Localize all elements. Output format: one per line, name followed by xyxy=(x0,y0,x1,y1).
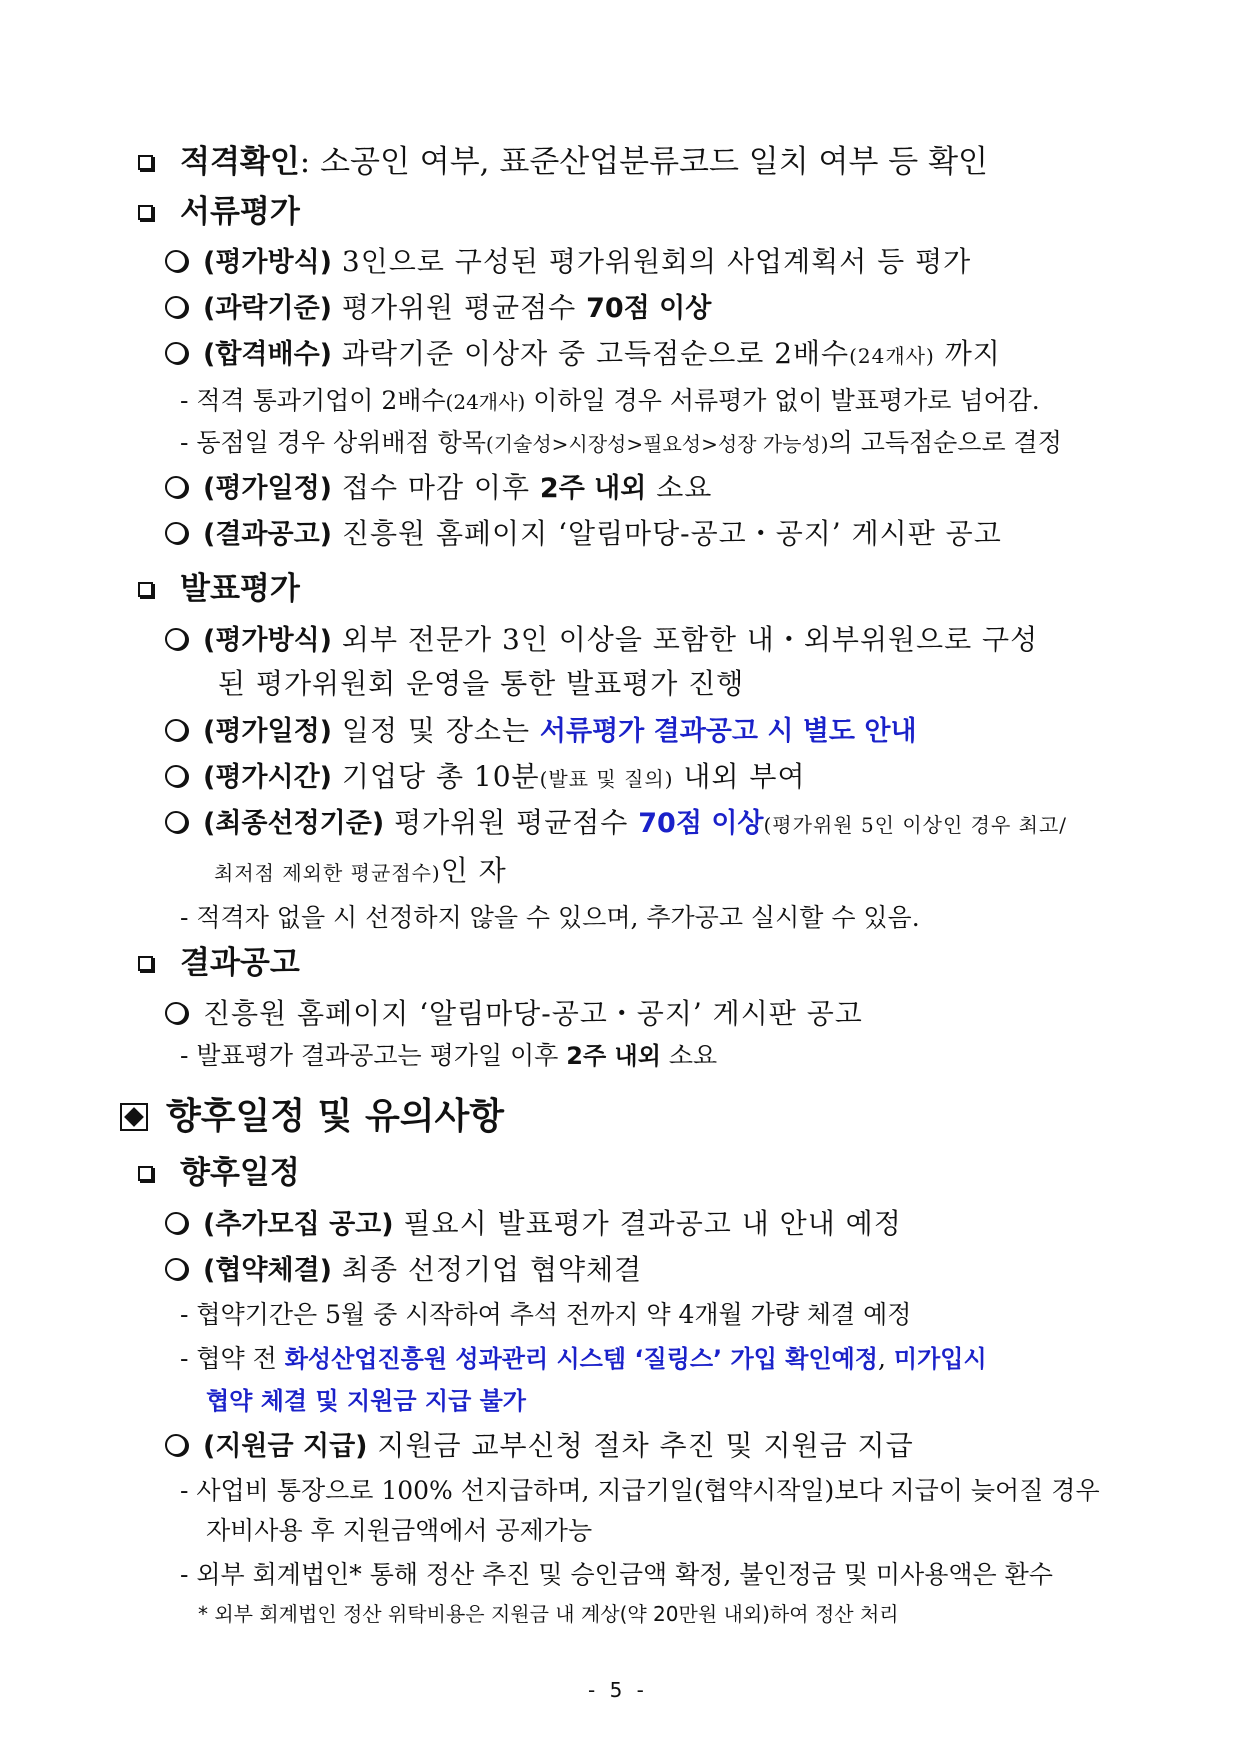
item-label: (합격배수) xyxy=(203,339,333,370)
circle-bullet-icon xyxy=(165,765,187,787)
item-continuation: 된 평가위원회 운영을 통한 발표평가 진행 xyxy=(218,667,745,700)
bullet-future-schedule xyxy=(180,1155,300,1191)
bullet-presentation-review xyxy=(180,571,300,607)
footnote: * 외부 회계법인 정산 위탁비용은 지원금 내 계상(약 20만원 내외)하여 정산 처리 xyxy=(198,1602,899,1626)
item-announcement: 진흥원 홈페이지 ‘알림마당-공고・공지’ 게시판 공고 xyxy=(203,997,863,1030)
checkbox-square-icon xyxy=(138,582,153,597)
item-label: (지원금 지급) xyxy=(203,1431,368,1462)
bullet-text: : 소공인 여부, 표준산업분류코드 일치 여부 등 확인 xyxy=(299,144,988,180)
bullet-label: 결과공고 xyxy=(180,945,300,981)
item-text: 과락기준 이상자 중 고득점순으로 2배수 xyxy=(332,337,850,370)
item-label: (평가방식) xyxy=(203,247,333,278)
dash-line: - 외부 회계법인* 통해 정산 추진 및 승인금액 확정, 불인정금 및 미사용액은 환수 xyxy=(180,1560,1053,1589)
diamond-square-icon xyxy=(120,1103,148,1131)
item-highlight: 70점 이상 xyxy=(638,808,764,839)
item-text: 최종 선정기업 협약체결 xyxy=(332,1253,643,1286)
circle-bullet-icon xyxy=(165,296,187,318)
item-text: 3인으로 구성된 평가위원회의 사업계획서 등 평가 xyxy=(332,245,972,278)
bullet-label: 발표평가 xyxy=(180,571,300,607)
item-text: 외부 전문가 3인 이상을 포함한 내・외부위원으로 구성 xyxy=(332,623,1039,656)
checkbox-square-icon xyxy=(138,956,153,971)
dash-continuation: 협약 체결 및 지원금 지급 불가 xyxy=(206,1387,526,1415)
dash-line: - 발표평가 결과공고는 평가일 이후 2주 내외 소요 xyxy=(180,1041,718,1070)
item-label: (최종선정기준) xyxy=(203,808,385,839)
item-pass-multiple xyxy=(203,337,1001,370)
item-label: (협약체결) xyxy=(203,1255,333,1286)
circle-bullet-icon xyxy=(165,1258,187,1280)
item-label: (결과공고) xyxy=(203,519,333,550)
bullet-label: 서류평가 xyxy=(180,194,300,230)
item-additional-recruit xyxy=(203,1207,902,1240)
circle-bullet-icon xyxy=(165,522,187,544)
item-text: 평가위원 평균점수 xyxy=(384,806,639,839)
bullet-label: 적격확인 xyxy=(180,144,300,180)
item-label: (평가방식) xyxy=(203,625,333,656)
item-highlight: 서류평가 결과공고 시 별도 안내 xyxy=(539,716,917,747)
item-text: 기업당 총 10분 xyxy=(332,760,540,793)
item-continuation: 최저점 제외한 평균점수)인 자 xyxy=(214,854,507,887)
dash-line: - 협약기간은 5월 중 시작하여 추석 전까지 약 4개월 가량 체결 예정 xyxy=(180,1300,912,1329)
circle-bullet-icon xyxy=(165,628,187,650)
bullet-document-review xyxy=(180,194,300,230)
circle-bullet-icon xyxy=(165,1434,187,1456)
item-text: 접수 마감 이후 xyxy=(332,471,540,504)
dash-line: - 적격 통과기업이 2배수(24개사) 이하일 경우 서류평가 없이 발표평가로 넘어감. xyxy=(180,386,1040,415)
circle-bullet-icon xyxy=(165,250,187,272)
item-eval-method xyxy=(203,245,972,278)
bullet-eligibility xyxy=(180,144,988,180)
item-label: (과락기준) xyxy=(203,293,333,324)
bullet-label: 향후일정 xyxy=(180,1155,300,1191)
circle-bullet-icon xyxy=(165,1212,187,1234)
page-number: - 5 - xyxy=(588,1678,648,1702)
item-text: 진흥원 홈페이지 ‘알림마당-공고・공지’ 게시판 공고 xyxy=(332,517,1002,550)
item-text: 소요 xyxy=(646,471,713,504)
circle-bullet-icon xyxy=(165,719,187,741)
dash-line: - 적격자 없을 시 선정하지 않을 수 있으며, 추가공고 실시할 수 있음. xyxy=(180,903,920,932)
dash-continuation: 자비사용 후 지원금액에서 공제가능 xyxy=(206,1516,593,1545)
circle-bullet-icon xyxy=(165,1002,187,1024)
item-contract xyxy=(203,1253,643,1286)
item-text: 내외 부여 xyxy=(673,760,806,793)
item-text: 일정 및 장소는 xyxy=(332,714,540,747)
item-schedule xyxy=(203,471,713,504)
checkbox-square-icon xyxy=(138,155,153,170)
item-small: (발표 및 질의) xyxy=(539,767,674,791)
checkbox-square-icon xyxy=(138,1166,153,1181)
item-emphasis: 2주 내외 xyxy=(539,473,647,504)
item-result xyxy=(203,517,1002,550)
item-label: (추가모집 공고) xyxy=(203,1209,394,1240)
dash-line: - 협약 전 화성산업진흥원 성과관리 시스템 ‘질링스’ 가입 확인예정, 미가입시 xyxy=(180,1344,987,1373)
item-text: 필요시 발표평가 결과공고 내 안내 예정 xyxy=(393,1207,902,1240)
checkbox-square-icon xyxy=(138,205,153,220)
item-label: (평가시간) xyxy=(203,762,333,793)
item-label: (평가일정) xyxy=(203,716,333,747)
item-small: (24개사) xyxy=(849,344,935,368)
circle-bullet-icon xyxy=(165,342,187,364)
item-text: 까지 xyxy=(934,337,1001,370)
item-payment xyxy=(203,1429,914,1462)
item-cutoff xyxy=(203,291,712,324)
item-emphasis: 70점 이상 xyxy=(586,293,712,324)
dash-line: - 사업비 통장으로 100% 선지급하며, 지급기일(협약시작일)보다 지급이 늦어질 경우 xyxy=(180,1476,1100,1505)
item-text: 지원금 교부신청 절차 추진 및 지원금 지급 xyxy=(367,1429,914,1462)
item-text: 평가위원 평균점수 xyxy=(332,291,587,324)
item-schedule xyxy=(203,714,917,747)
item-small: (평가위원 5인 이상인 경우 최고/ xyxy=(763,813,1068,837)
circle-bullet-icon xyxy=(165,476,187,498)
item-final-criteria xyxy=(203,806,1068,839)
dash-line: - 동점일 경우 상위배점 항목(기술성>시장성>필요성>성장 가능성)의 고득점순으로 결정 xyxy=(180,428,1062,457)
item-time xyxy=(203,760,806,793)
section-title: 향후일정 및 유의사항 xyxy=(166,1096,505,1137)
bullet-result-announcement xyxy=(180,945,300,981)
item-eval-method xyxy=(203,623,1039,656)
circle-bullet-icon xyxy=(165,811,187,833)
item-label: (평가일정) xyxy=(203,473,333,504)
